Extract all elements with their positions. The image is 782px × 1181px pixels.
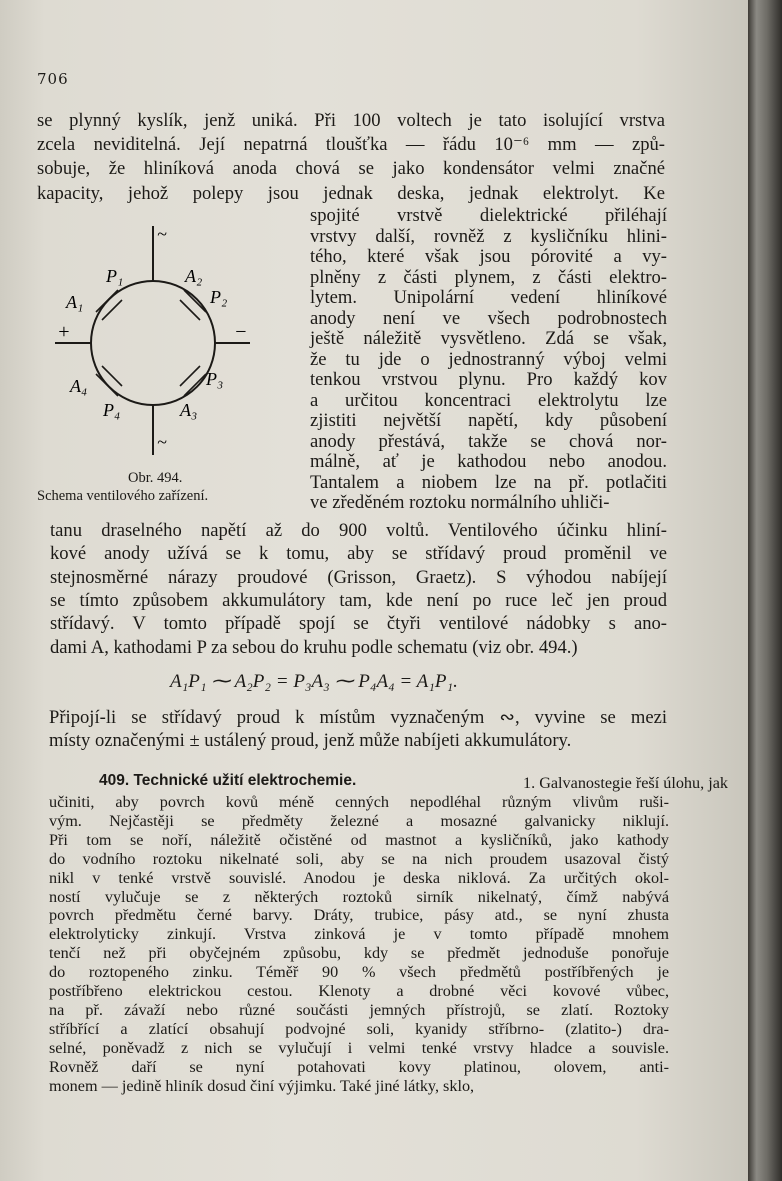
figure-caption-text: Schema ventilového zařízení. bbox=[37, 488, 209, 504]
text-line: tanu draselného napětí až do 900 voltů. Ventilového účinku hliní- bbox=[50, 520, 667, 541]
section-first-line: 1. Galvanostegie řeší úlohu, jak bbox=[523, 774, 728, 792]
text-line: povrch předmětu černé barvy. Dráty, trubice, pásy atd., se nyní zhusta bbox=[49, 906, 669, 925]
text-line: ností vylučuje se z některých roztoků sirník nikelnatý, čímž nabývá bbox=[49, 887, 669, 906]
text-line: nikl v tenké vrstvě souvislé. Anodou je deska niklová. Za určitých okol- bbox=[49, 868, 669, 887]
text-line: anody přestává, takže se chová nor- bbox=[310, 430, 667, 452]
text-line: ještě náležitě vysvětleno. Zdá se však, bbox=[310, 328, 667, 349]
text-line: lytem. Unipolární vedení hliníkové bbox=[310, 287, 667, 308]
text-line: střídavý. V tomto případě spojí se čtyři ventilové nádobky s ano- bbox=[50, 613, 667, 635]
text-line: že tu jde o jednostranný výboj velmi bbox=[310, 348, 667, 370]
page-number: 706 bbox=[37, 70, 69, 88]
label-p4: P₄ bbox=[103, 400, 121, 420]
figure-494-diagram bbox=[36, 214, 286, 464]
text-line: Při tom se noří, náležitě očistěné od mastnot a kysličníků, jako kathody bbox=[49, 830, 669, 849]
label-p3: P₃ bbox=[206, 369, 224, 389]
label-a4: A₄ bbox=[70, 376, 88, 396]
text-line: na př. závaží nebo různé součásti jemných přístrojů, se zlatí. Roztoky bbox=[49, 1000, 669, 1019]
text-line: zjistiti největší napětí, kdy působení bbox=[310, 410, 667, 431]
text-line: monem — jedině hliník dosud činí výjimku. Také jiné látky, sklo, bbox=[49, 1076, 475, 1095]
text-line: málně, ať je kathodou nebo anodou. bbox=[310, 451, 667, 472]
book-spine bbox=[748, 0, 782, 1181]
circuit-ring bbox=[91, 281, 215, 405]
text-line: se plynný kyslík, jenž uniká. Při 100 voltech je tato isolující vrstva bbox=[37, 110, 665, 131]
text-line: selné, poněvadž z nich se vylučují i velmi tenké vrstvy hladce a souvisle. bbox=[49, 1038, 669, 1057]
label-minus: − bbox=[234, 321, 248, 343]
text-line: postříbřeno elektrickou cestou. Klenoty a drobné věci kovové vůbec, bbox=[49, 982, 669, 1000]
figure-caption-number: Obr. 494. bbox=[128, 470, 183, 486]
label-p2: P₂ bbox=[210, 287, 228, 307]
text-line: Tantalem a niobem lze na př. potlačiti bbox=[310, 471, 667, 493]
text-line: učiniti, aby povrch kovů méně cenných nepodléhal různým vlivům ruši- bbox=[49, 793, 669, 811]
text-line: vým. Nejčastěji se předměty železné a mosazné galvanicky niklují. bbox=[49, 811, 669, 830]
valve-bl-plate bbox=[96, 374, 118, 396]
text-line: a určitou koncentraci elektrolytu lze bbox=[310, 389, 667, 411]
text-line: stříbřící a zlatící obsahují podvojné soli, kyanidy stříbrno- (zlatito-) dra- bbox=[49, 1019, 669, 1038]
label-a2: A₂ bbox=[185, 266, 203, 286]
text-line: zcela neviditelná. Její nepatrná tloušťka — řádu 10⁻⁶ mm — způ- bbox=[37, 134, 665, 156]
text-line: anody není ve všech podrobnostech bbox=[310, 307, 667, 329]
text-line: Připojí-li se střídavý proud k místům vyznačeným ∾, vyvine se mezi bbox=[49, 707, 667, 728]
text-line: dami A, kathodami P za sebou do kruhu podle schematu (viz obr. 494.) bbox=[50, 636, 578, 658]
text-line: tenčí než při obyčejném způsobu, kdy se předmět jednoduše ponořuje bbox=[49, 944, 669, 963]
label-a3: A₃ bbox=[180, 400, 198, 420]
text-line: sobuje, že hliníková anoda chová se jako kondensátor velmi značné bbox=[37, 158, 665, 180]
valve-br-plate bbox=[184, 374, 206, 396]
text-line: stejnosměrné nárazy proudové (Grisson, Graetz). S výhodou nabíjejí bbox=[50, 566, 667, 588]
text-line: do roztopeného zinku. Téměř 90 % všech předmětů postříbřených je bbox=[49, 963, 669, 982]
text-line: kové anody užívá se k tomu, aby se střídavý proud proměnil ve bbox=[50, 543, 667, 565]
text-line: tenkou vrstvou plynu. Pro každý kov bbox=[310, 369, 667, 390]
text-line: spojité vrstvě dielektrické přiléhají bbox=[310, 205, 667, 226]
section-heading: 409. Technické užití elektrochemie. bbox=[99, 772, 357, 789]
text-line: místy označenými ± ustálený proud, jenž může nabíjeti akkumulátory. bbox=[49, 730, 572, 751]
text-line: ve zředěném roztoku normálního uhliči- bbox=[310, 492, 610, 513]
label-plus: + bbox=[57, 321, 71, 343]
text-line: se tímto způsobem akkumulátory tam, kde není po ruce leč jen proud bbox=[50, 589, 667, 611]
text-line: tého, které však jsou pórovité a vy- bbox=[310, 246, 667, 267]
text-line: plněny z části plynem, z části elektro- bbox=[310, 266, 667, 288]
label-p1: P₁ bbox=[106, 266, 124, 286]
label-a1: A₁ bbox=[66, 292, 84, 312]
valve-tr-plate bbox=[184, 290, 206, 312]
label-ac-top: ~ bbox=[157, 224, 167, 244]
text-line: do vodního roztoku nikelnaté soli, aby se na nich proudem usazoval čistý bbox=[49, 849, 669, 868]
text-line: kapacity, jehož polepy jsou jednak deska, jednak elektrolyt. Ke bbox=[37, 182, 665, 204]
text-line: Rovněž daří se nyní potahovati kovy platinou, olovem, anti- bbox=[49, 1057, 669, 1076]
label-ac-bottom: ~ bbox=[157, 432, 167, 452]
text-line: elektrolyticky zinkují. Vrstva zinková je v tomto případě mnohem bbox=[49, 925, 669, 944]
schema-formula: A₁P₁ ⁓ A₂P₂ = P₃A₃ ⁓ P₄A₄ = A₁P₁. bbox=[170, 671, 458, 692]
text-line: vrstvy další, rovněž z kysličníku hlini- bbox=[310, 225, 667, 247]
valve-tl-plate bbox=[96, 290, 118, 312]
